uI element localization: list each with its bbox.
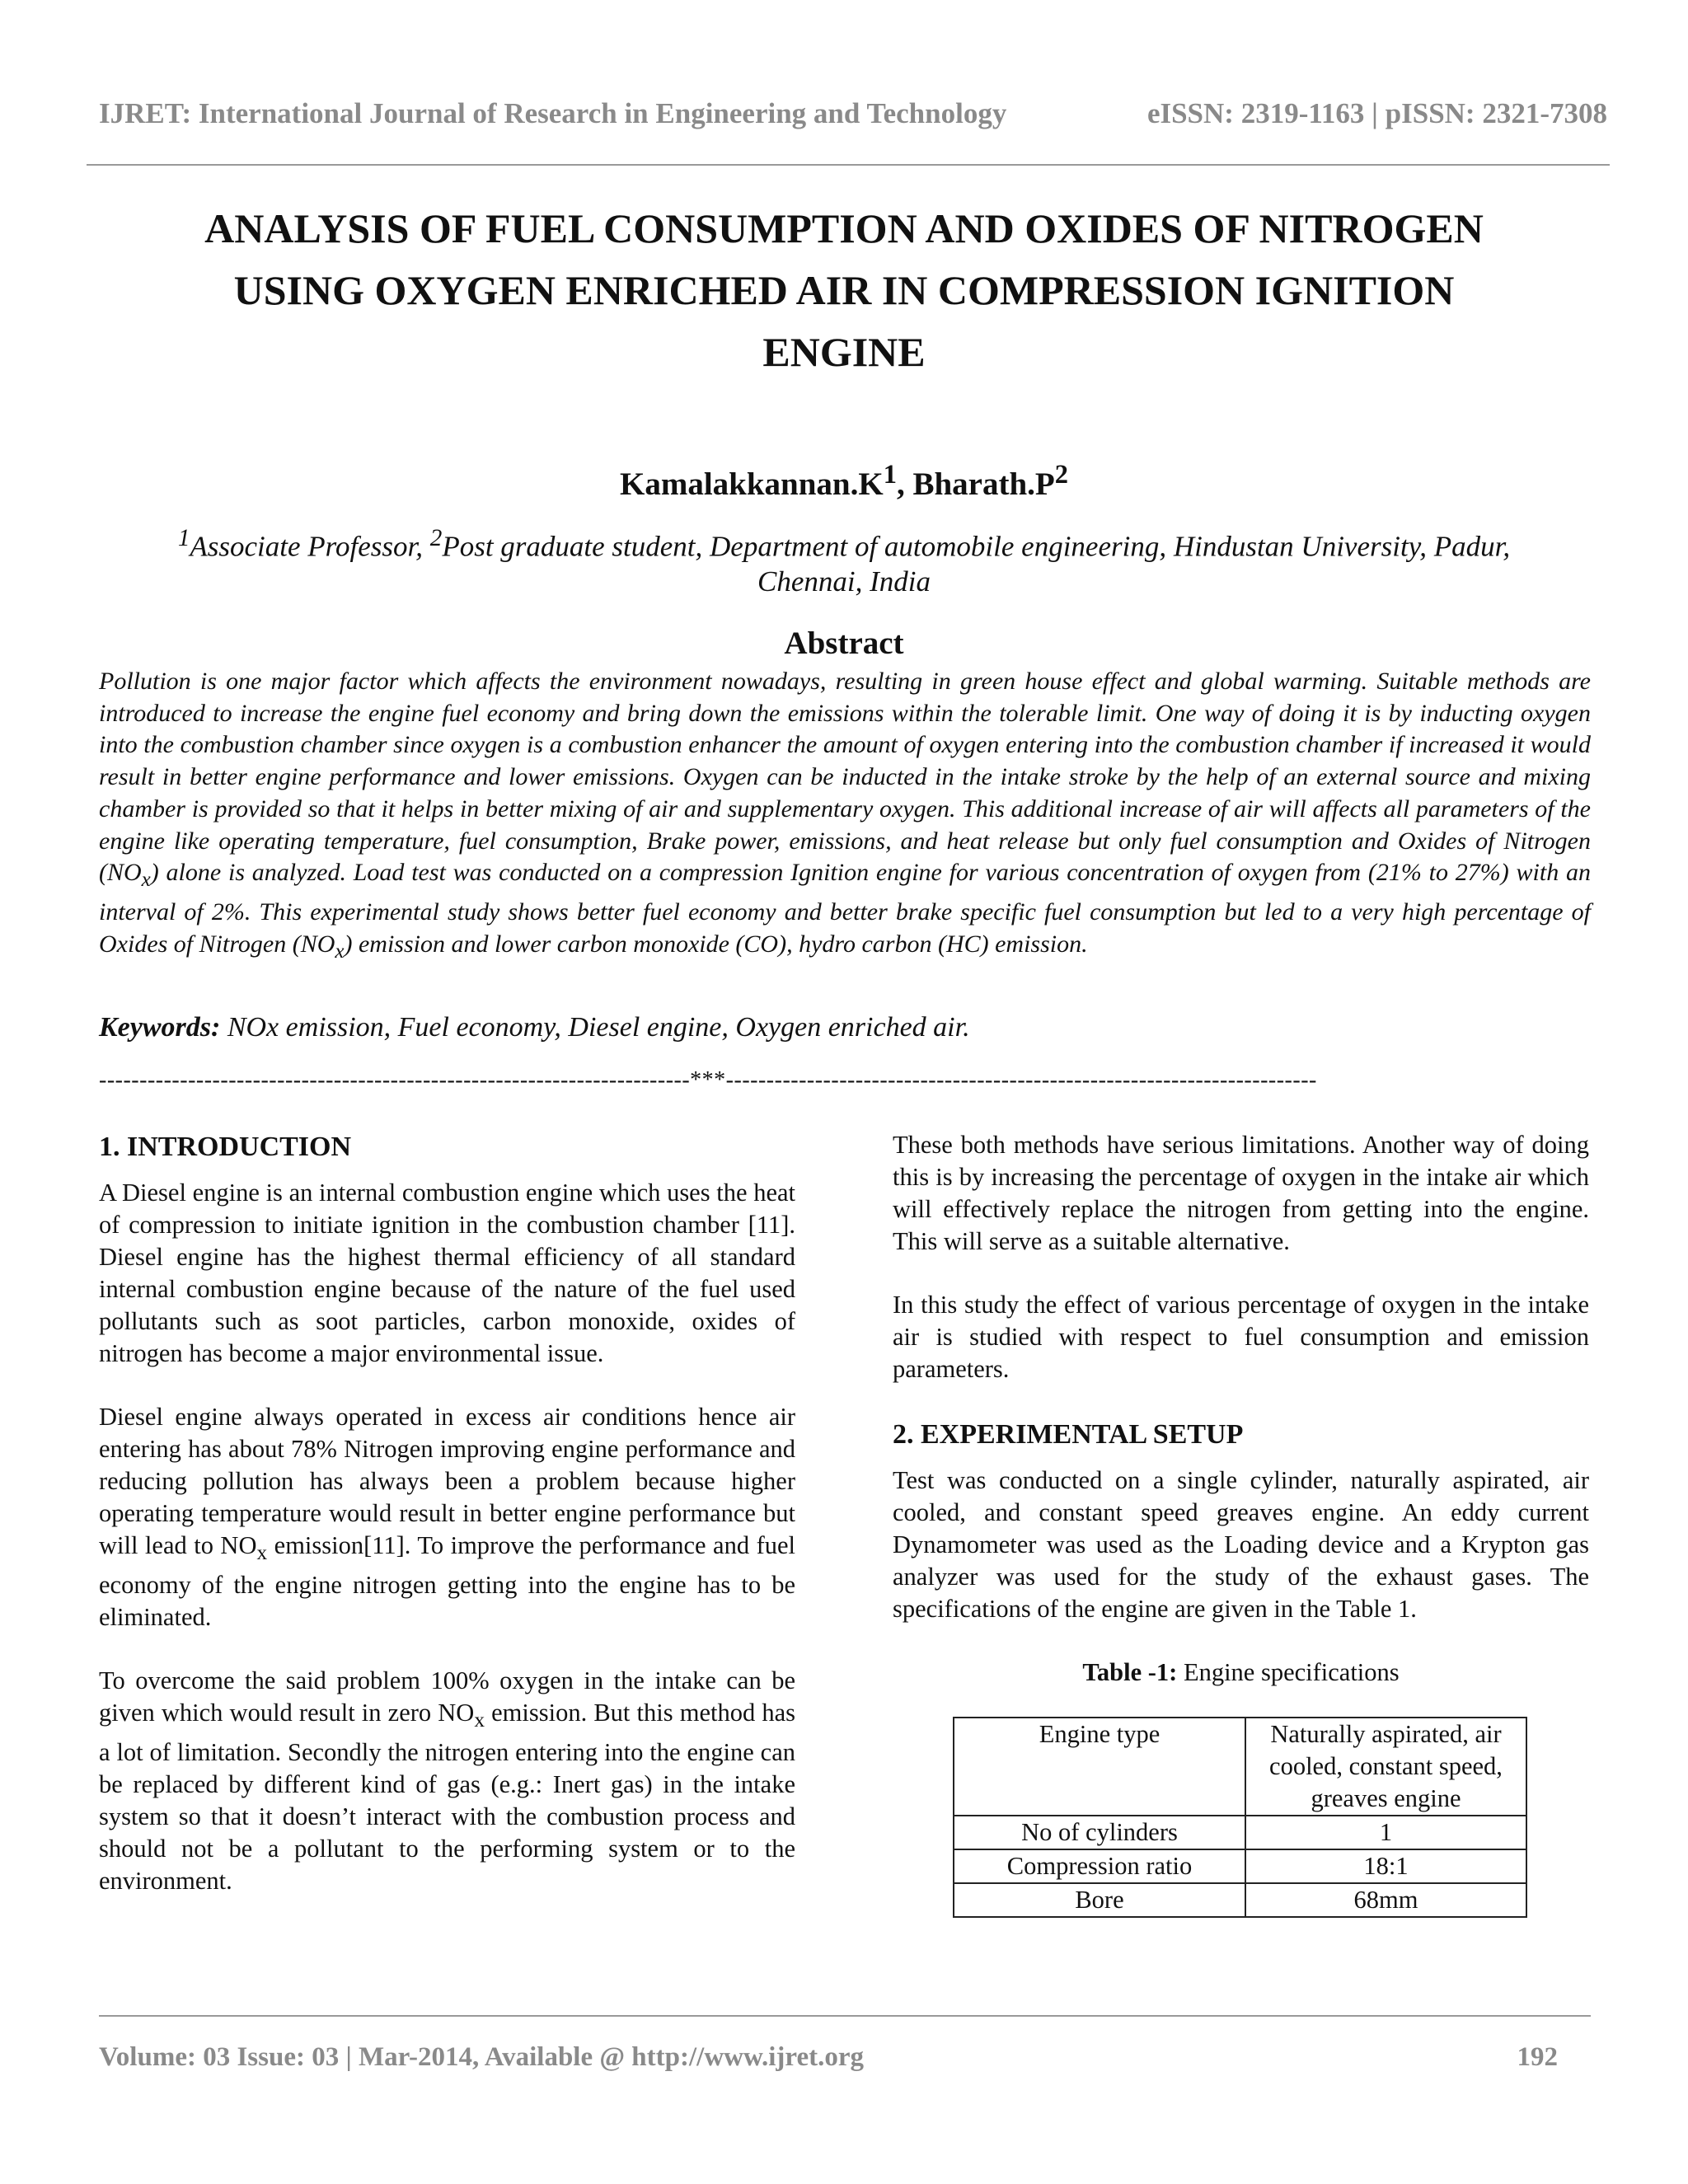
issn: eISSN: 2319-1163 | pISSN: 2321-7308 [1146, 97, 1607, 129]
author-sup: 2 [1054, 460, 1068, 490]
title-line: ENGINE [762, 329, 926, 375]
paper-title [99, 198, 1589, 383]
table-row [954, 1718, 1526, 1816]
right-column [893, 1129, 1589, 1918]
paragraph [99, 1665, 795, 1897]
affil-sup: 2 [429, 525, 443, 551]
table-cell: No of cylinders [954, 1816, 1245, 1849]
engine-spec-table [953, 1717, 1527, 1918]
footer-rule [99, 2015, 1591, 2017]
table-row [954, 1883, 1526, 1917]
section-divider: -------------------------------------------------------------------------***------------------------------------------------------------------------- [99, 1067, 1317, 1093]
subscript: x [474, 1708, 485, 1732]
table-caption [893, 1657, 1589, 1689]
abstract-body [99, 666, 1591, 968]
abstract-text: ) alone is analyzed. Load test was conducted on a compression Ignition engine for various concentration of oxygen from (21% to 27%) with an interval of 2%. This experimental study shows better fuel economy and better brake specific fuel consumption but led to a very high percentage of Oxides of Nitrogen (NO [99, 859, 1591, 958]
paragraph-text: emission[11]. To improve the performance and fuel economy of the engine nitrogen getting into the engine has to be eliminated. [99, 1531, 795, 1632]
table-cell: Naturally aspirated, air cooled, constant speed, greaves engine [1245, 1718, 1526, 1816]
journal-name: IJRET: International Journal of Research in Engineering and Technology [99, 97, 1007, 129]
running-footer [99, 2042, 1558, 2073]
page-number: 192 [1517, 2042, 1558, 2072]
header-rule [87, 164, 1610, 166]
running-header [99, 97, 1607, 130]
affil-text: Post graduate student, Department of automobile engineering, Hindustan University, Padur, Chennai, India [442, 530, 1511, 598]
paragraph [99, 1401, 795, 1633]
keywords-label: Keywords: [99, 1012, 221, 1043]
table-cell: 1 [1245, 1816, 1526, 1849]
table-cell: Bore [954, 1883, 1245, 1917]
affiliation [132, 521, 1556, 599]
volume-info: Volume: 03 Issue: 03 | Mar-2014, Available @ http://www.ijret.org [99, 2042, 864, 2072]
table-cell: 68mm [1245, 1883, 1526, 1917]
paragraph-text: emission. But this method has a lot of limitation. Secondly the nitrogen entering into the engine can be replaced by different kind of gas (e.g.: Inert gas) in the intake system so that it doesn’t interact with the combustion process and should not be a pollutant to the performing system or to the environment. [99, 1699, 795, 1896]
subscript: x [141, 869, 151, 892]
section-heading: 1. INTRODUCTION [99, 1132, 352, 1162]
paragraph-text: Diesel engine always operated in excess air conditions hence air entering has about 78% Nitrogen improving engine performance and reducing pollution has always been a problem because higher operating temperature would result in better engine performance but will lead to NO [99, 1403, 795, 1559]
title-line: ANALYSIS OF FUEL CONSUMPTION AND OXIDES OF NITROGEN [204, 205, 1484, 251]
title-line: USING OXYGEN ENRICHED AIR IN COMPRESSION IGNITION [233, 267, 1455, 313]
abstract-heading: Abstract [784, 626, 904, 661]
paragraph: A Diesel engine is an internal combustion engine which uses the heat of compression to initiate ignition in the combustion chamber [11]. Diesel engine has the highest thermal efficiency of all standard internal combustion engine because of the nature of the fuel used pollutants such as soot particles, carbon monoxide, oxides of nitrogen has become a major environmental issue. [99, 1179, 795, 1367]
section-heading: 2. EXPERIMENTAL SETUP [893, 1419, 1244, 1450]
abstract-text: ) emission and lower carbon monoxide (CO), hydro carbon (HC) emission. [344, 930, 1088, 958]
affil-role: Associate Professor, [190, 530, 430, 563]
subscript: x [335, 940, 345, 963]
paragraph: These both methods have serious limitations. Another way of doing this is by increasing the percentage of oxygen in the intake air which will effectively replace the nitrogen from getting into the engine. This will serve as a suitable alternative. [893, 1131, 1589, 1255]
keywords-text: NOx emission, Fuel economy, Diesel engine, Oxygen enriched air. [220, 1012, 970, 1043]
author-name: Bharath.P [912, 466, 1055, 502]
table-caption-text: Engine specifications [1177, 1658, 1400, 1686]
author-sup: 1 [883, 460, 897, 490]
author-name: Kamalakkannan.K [620, 466, 884, 502]
table-caption-label: Table -1: [1082, 1658, 1178, 1686]
author-separator: , [896, 466, 913, 502]
table-cell: Engine type [954, 1718, 1245, 1816]
table-row [954, 1849, 1526, 1883]
abstract-text: Pollution is one major factor which affects the environment nowadays, resulting in green house effect and global warming. Suitable methods are introduced to increase the engine fuel economy and bring down the emissions within the tolerable limit. One way of doing it is by inducting oxygen into the combustion chamber since oxygen is a combustion enhancer the amount of oxygen entering into the combustion chamber if increased it would result in better engine performance and lower emissions. Oxygen can be inducted in the intake stroke by the help of an external source and mixing chamber is provided so that it helps in better mixing of air and supplementary oxygen. This additional increase of air will affects all parameters of the engine like operating temperature, fuel consumption, Brake power, emissions, and heat release but only fuel consumption and Oxides of Nitrogen (NO [99, 668, 1591, 887]
table-cell: Compression ratio [954, 1849, 1245, 1883]
paragraph-text: To overcome the said problem 100% oxygen in the intake can be given which would result in zero NO [99, 1666, 795, 1727]
paragraph: Test was conducted on a single cylinder, naturally aspirated, air cooled, and constant speed greaves engine. An eddy current Dynamometer was used as the Loading device and a Krypton gas analyzer was used for the study of the exhaust gases. The specifications of the engine are given in the Table 1. [893, 1466, 1589, 1623]
table-cell: 18:1 [1245, 1849, 1526, 1883]
keywords [99, 1012, 970, 1043]
subscript: x [256, 1541, 268, 1565]
table-row [954, 1816, 1526, 1849]
affil-sup: 1 [177, 525, 190, 551]
left-column [99, 1129, 795, 1929]
paragraph: In this study the effect of various percentage of oxygen in the intake air is studied with respect to fuel consumption and emission parameters. [893, 1291, 1589, 1383]
authors [0, 460, 1688, 503]
